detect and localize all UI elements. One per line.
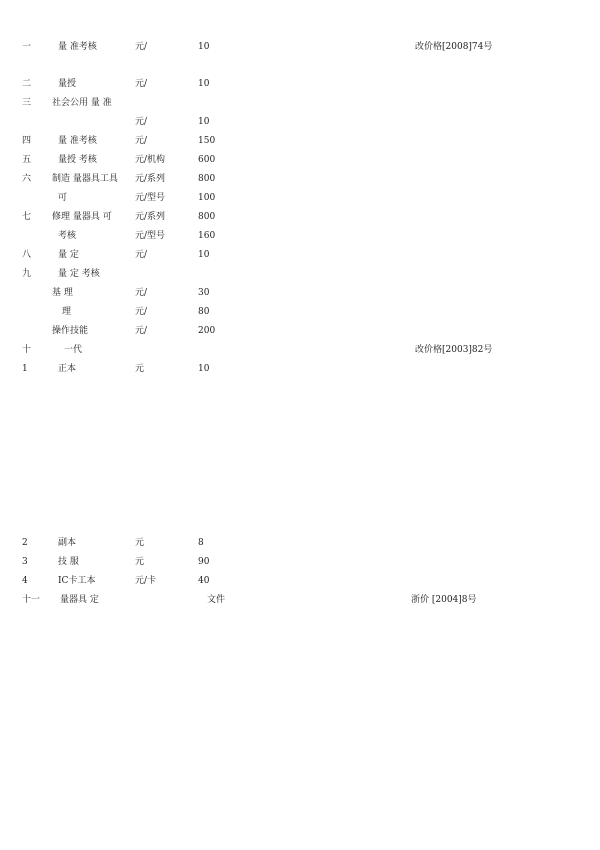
item-name: 可 xyxy=(58,193,68,203)
table-row xyxy=(0,286,600,300)
price: 10 xyxy=(198,364,210,374)
price: 200 xyxy=(198,326,216,336)
item-name: 量授 xyxy=(58,79,77,89)
row-number: 一 xyxy=(22,42,32,52)
table-row xyxy=(0,362,600,376)
table-row xyxy=(0,191,600,205)
row-number: 十一 xyxy=(22,595,41,605)
row-number: 4 xyxy=(22,576,28,586)
table-row xyxy=(0,536,600,550)
row-number: 二 xyxy=(22,79,32,89)
table-row xyxy=(0,134,600,148)
unit: 元/ xyxy=(135,117,148,127)
price: 160 xyxy=(198,231,216,241)
table-row xyxy=(0,153,600,167)
table-row xyxy=(0,555,600,569)
basis: 改价格[2008]74号 xyxy=(415,42,493,52)
row-number: 九 xyxy=(22,269,32,279)
price: 10 xyxy=(198,250,210,260)
unit: 元 xyxy=(135,557,145,567)
item-name: 量 定 xyxy=(58,250,79,260)
table-row xyxy=(0,77,600,91)
table-row xyxy=(0,593,600,607)
price: 8 xyxy=(198,538,204,548)
unit: 元/ xyxy=(135,288,148,298)
table-row xyxy=(0,574,600,588)
item-name: 制造 量器具工具 xyxy=(52,174,118,184)
row-number: 1 xyxy=(22,364,28,374)
item-name: 基 理 xyxy=(52,288,73,298)
item-name: 一代 xyxy=(64,345,83,355)
table-row xyxy=(0,248,600,262)
price: 600 xyxy=(198,155,216,165)
item-name: 量 定 考核 xyxy=(58,269,100,279)
unit: 元/ xyxy=(135,326,148,336)
unit: 元 xyxy=(135,364,145,374)
item-name: 社会公用 量 准 xyxy=(52,98,112,108)
item-name: 修理 量器具 可 xyxy=(52,212,112,222)
row-number: 六 xyxy=(22,174,32,184)
item-name: 操作技能 xyxy=(52,326,89,336)
unit: 元/卡 xyxy=(135,576,157,586)
price: 10 xyxy=(198,79,210,89)
row-number: 十 xyxy=(22,345,32,355)
table-row xyxy=(0,96,600,110)
price: 800 xyxy=(198,174,216,184)
row-number: 四 xyxy=(22,136,32,146)
row-number: 五 xyxy=(22,155,32,165)
price: 30 xyxy=(198,288,210,298)
basis: 浙价 [2004]8号 xyxy=(411,595,477,605)
item-name: 技 服 xyxy=(58,557,79,567)
price: 10 xyxy=(198,117,210,127)
table-row xyxy=(0,210,600,224)
item-name: 正本 xyxy=(58,364,77,374)
item-name: 副本 xyxy=(58,538,77,548)
table-row xyxy=(0,115,600,129)
table-row xyxy=(0,343,600,357)
basis: 改价格[2003]82号 xyxy=(415,345,493,355)
item-name: 量 准考核 xyxy=(58,136,97,146)
unit: 元/ xyxy=(135,42,148,52)
price: 800 xyxy=(198,212,216,222)
table-row xyxy=(0,40,600,54)
row-number: 三 xyxy=(22,98,32,108)
row-number: 2 xyxy=(22,538,28,548)
unit: 元/ xyxy=(135,307,148,317)
price: 100 xyxy=(198,193,216,203)
item-name: 量器具 定 xyxy=(60,595,99,605)
price: 10 xyxy=(198,42,210,52)
table-row xyxy=(0,229,600,243)
row-number: 八 xyxy=(22,250,32,260)
table-row xyxy=(0,305,600,319)
unit: 元/型号 xyxy=(135,231,166,241)
unit: 元/ xyxy=(135,79,148,89)
unit: 元 xyxy=(135,538,145,548)
table-row xyxy=(0,172,600,186)
row-number: 七 xyxy=(22,212,32,222)
unit: 元/ xyxy=(135,136,148,146)
unit: 元/机构 xyxy=(135,155,166,165)
item-name: 量 准考核 xyxy=(58,42,97,52)
unit: 元/系列 xyxy=(135,212,166,222)
unit: 元/ xyxy=(135,250,148,260)
table-row xyxy=(0,267,600,281)
item-name: 量授 考核 xyxy=(58,155,97,165)
price: 90 xyxy=(198,557,210,567)
table-row xyxy=(0,324,600,338)
price: 150 xyxy=(198,136,216,146)
row-number: 3 xyxy=(22,557,28,567)
item-name: 考核 xyxy=(58,231,77,241)
item-name: IC卡工本 xyxy=(58,576,96,586)
price: 40 xyxy=(198,576,210,586)
document-label: 文件 xyxy=(207,595,226,605)
unit: 元/型号 xyxy=(135,193,166,203)
item-name: 理 xyxy=(62,307,72,317)
unit: 元/系列 xyxy=(135,174,166,184)
price: 80 xyxy=(198,307,210,317)
